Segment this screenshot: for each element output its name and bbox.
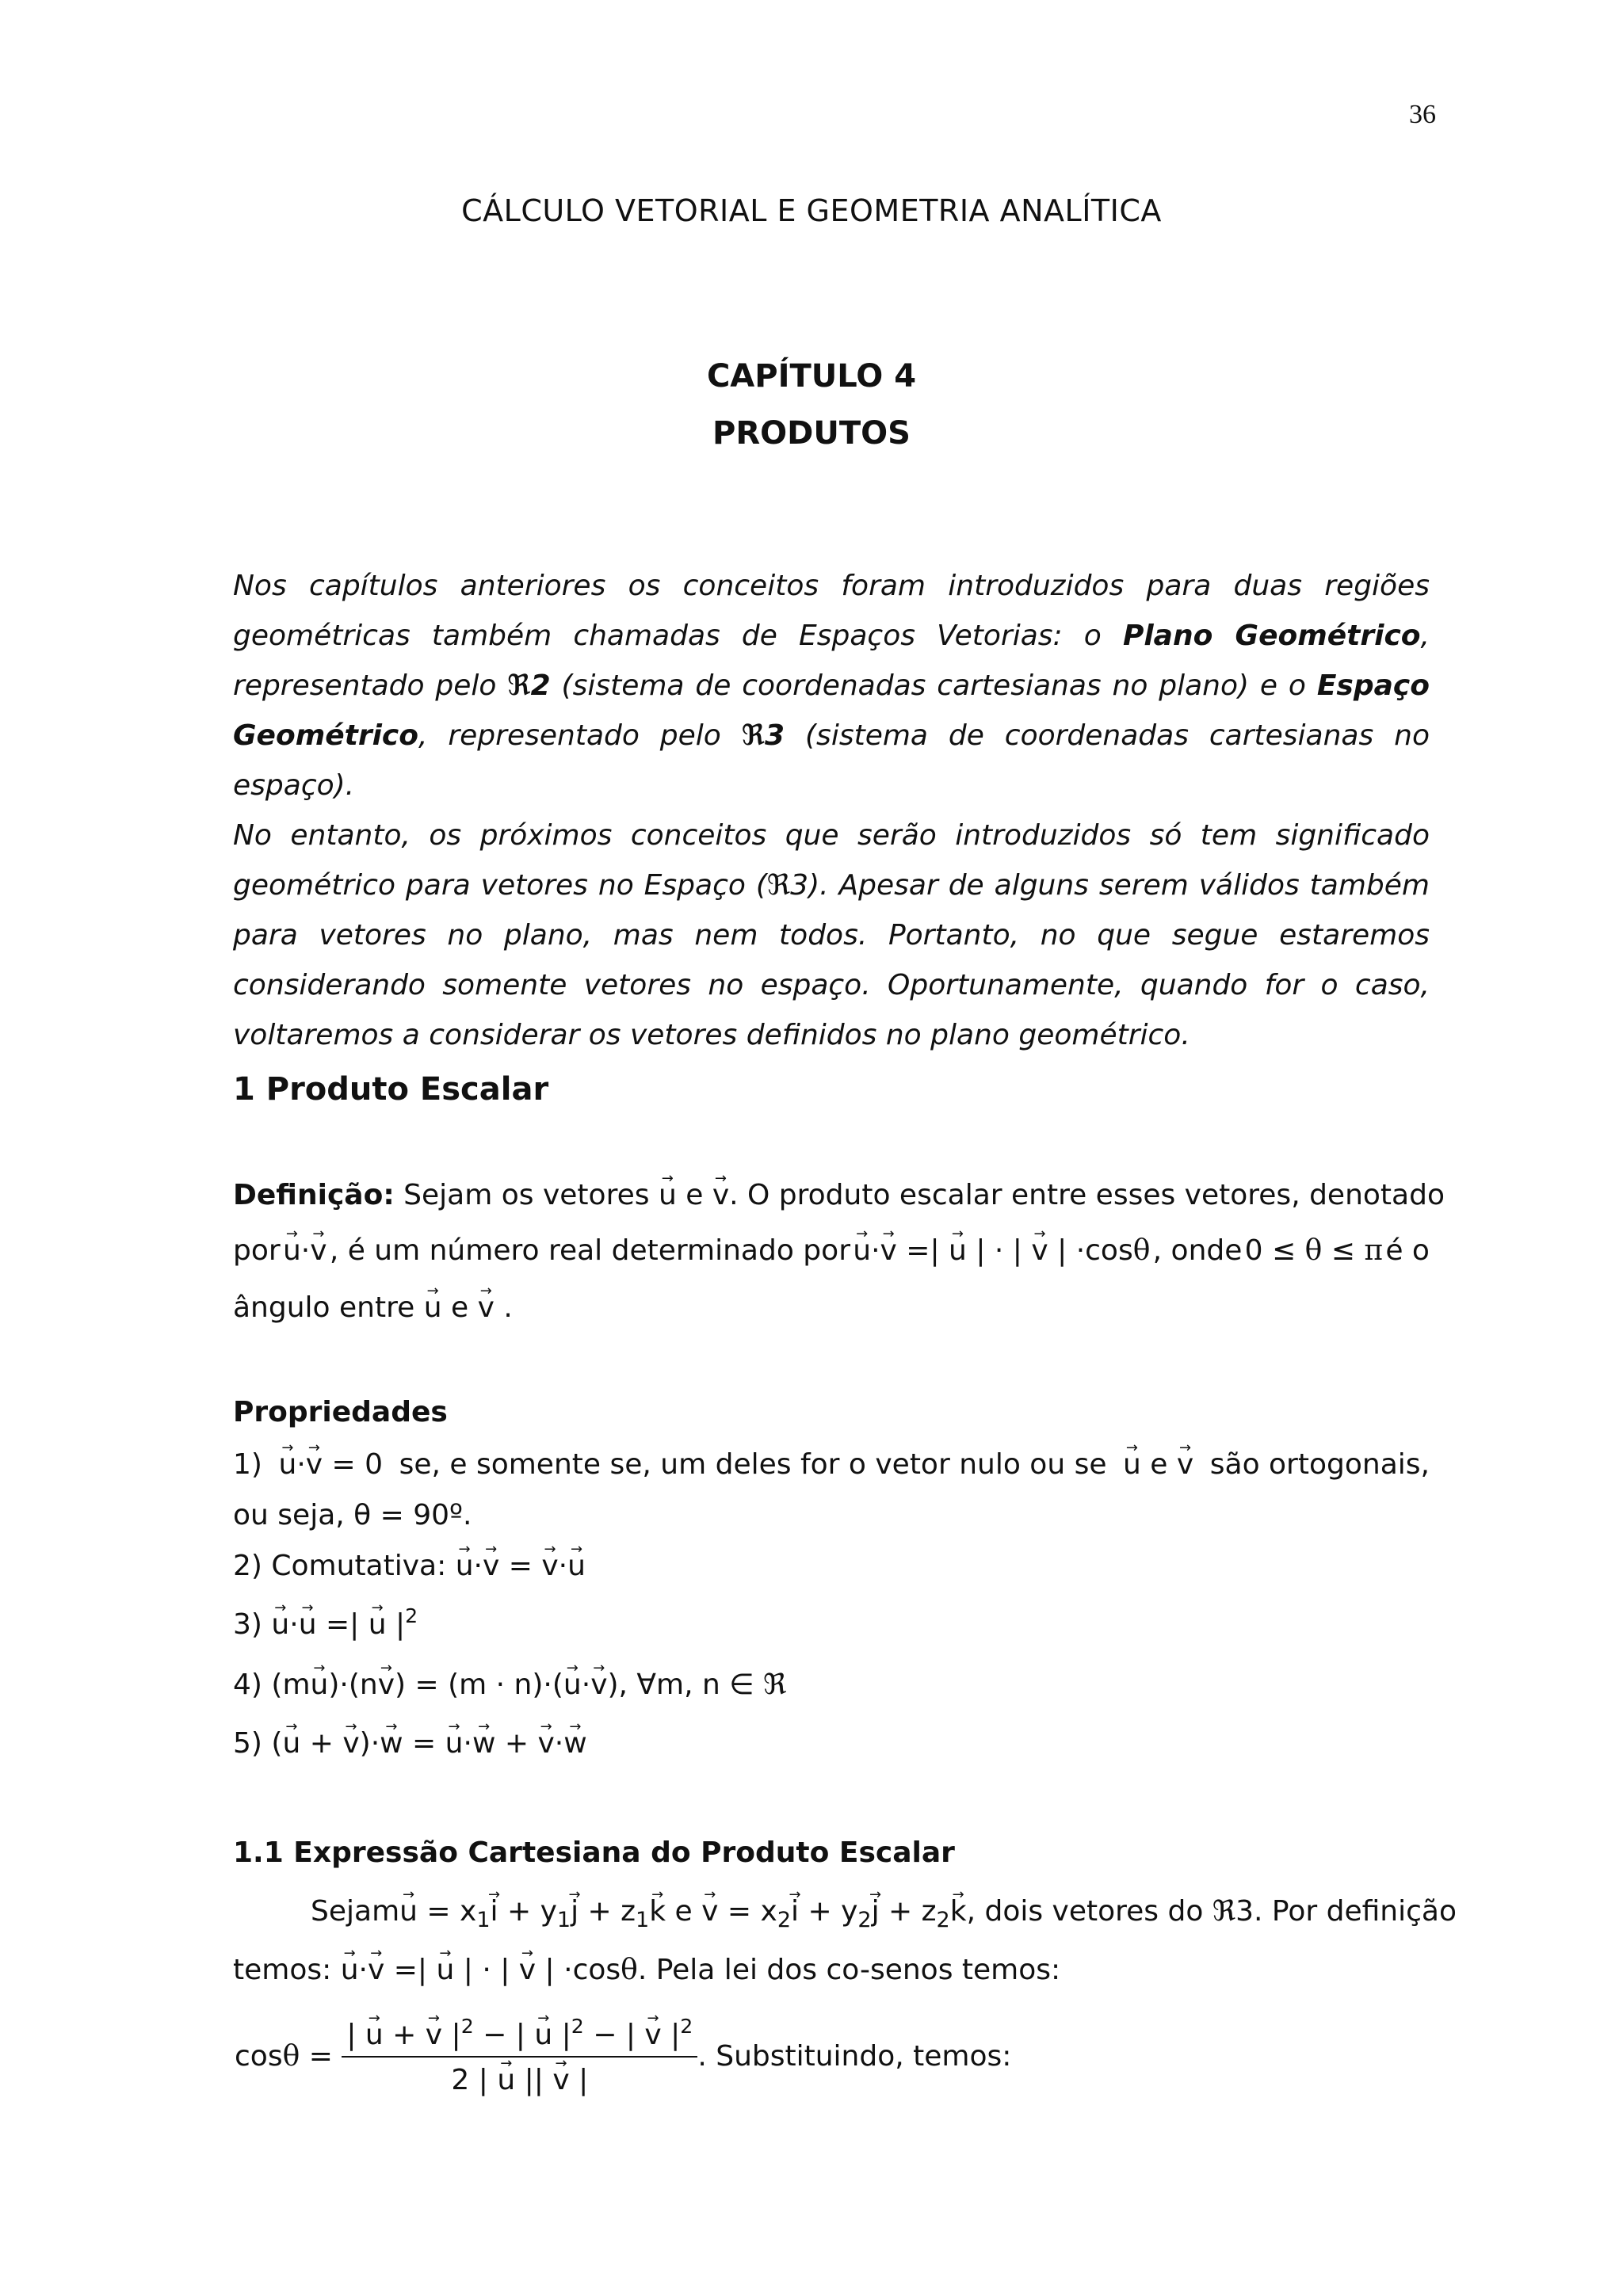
cartesian-line-1: Sejam → $u = x_1\to i + y_1\to j + z_1\to k$ $e \to v = x_2\to i + y_2\to j + z_2\to k$ , dois vetores do ℜ3. Por definição xyxy=(311,1895,1430,1928)
intro-line: considerando somente vetores no espaço. Oportunamente, quando for o caso, xyxy=(233,969,1430,1001)
definition-line-1: Definição: Sejam os vetores → u e → v. O produto escalar entre esses vetores, denotado xyxy=(233,1179,1430,1211)
definition-line-3: ângulo entre → u e → v . xyxy=(233,1291,1430,1324)
intro-line: geométricas também chamadas de Espaços Vetorias: o Plano Geométrico, xyxy=(233,620,1430,652)
chapter-title: PRODUTOS xyxy=(712,415,911,452)
cosine-formula: cosθ = $\frac{| \to u + \to v |^2 - | \to u |^2 - | \to v |^2}{2 | \to u || \to v |}$ . Substituindo, temos: xyxy=(235,2019,1011,2096)
intro-line: para vetores no plano, mas nem todos. Portanto, no que segue estaremos xyxy=(233,919,1430,952)
intro-paragraph xyxy=(233,561,1430,1060)
property-1-cont: ou seja, θ = 90º. xyxy=(233,1499,472,1531)
intro-line: voltaremos a considerar os vetores definidos no plano geométrico. xyxy=(233,1019,1190,1051)
intro-line: Nos capítulos anteriores os conceitos foram introduzidos para duas regiões xyxy=(233,570,1430,602)
property-3: 3) → u·→ u =| → u $|^2$ xyxy=(233,1608,1430,1641)
property-4: 4) (m→ u)·(n→ v) = (m · n)·(→ u·→ v), ∀m, n ∈ ℜ xyxy=(233,1669,1430,1701)
intro-line: No entanto, os próximos conceitos que serão introduzidos só tem significado xyxy=(233,819,1430,852)
chapter-number: CAPÍTULO 4 xyxy=(706,358,917,395)
definition-line-2: por → u·→ v , é um número real determinado por → u·→ v =| → u | · | → v | ·cosθ , onde 0 ≤ θ ≤ π é o xyxy=(233,1234,1430,1267)
page-number: 36 xyxy=(1409,100,1436,129)
property-5: 5) (→ u + → v)·→ w = → u·→ w + → v·→ w xyxy=(233,1727,1430,1760)
property-2: 2) Comutativa: → u·→ v = → v·→ u xyxy=(233,1550,1430,1582)
section-title: 1 Produto Escalar xyxy=(233,1071,549,1108)
subsection-title: 1.1 Expressão Cartesiana do Produto Escalar xyxy=(233,1836,955,1869)
property-1: 1) → u·→ v = 0 se, e somente se, um deles for o vetor nulo ou se → u e → v são ortogonais, xyxy=(233,1448,1430,1481)
intro-line: geométrico para vetores no Espaço (ℜ3). Apesar de alguns serem válidos também xyxy=(233,869,1430,902)
intro-line: Geométrico, representado pelo ℜ3 (sistema de coordenadas cartesianas no espaço). xyxy=(233,719,1430,802)
intro-line: representado pelo ℜ2 (sistema de coordenadas cartesianas no plano) e o Espaço xyxy=(233,669,1430,702)
properties-title: Propriedades xyxy=(233,1396,448,1428)
running-header: CÁLCULO VETORIAL E GEOMETRIA ANALÍTICA xyxy=(461,193,1162,228)
cartesian-line-2: temos: → u·→ v =| → u | · | → v | ·cosθ. Pela lei dos co-senos temos: xyxy=(233,1954,1430,1986)
